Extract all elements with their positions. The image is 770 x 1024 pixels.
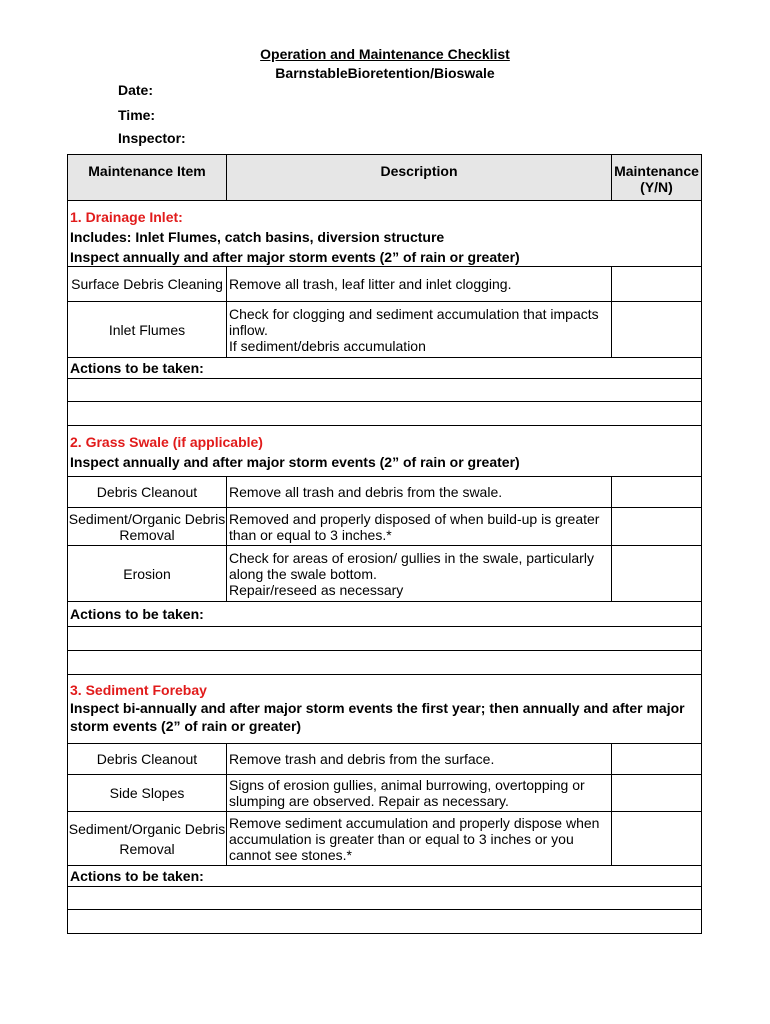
row-description-line: Check for clogging and sediment accumulation that impacts [229,305,599,322]
section-2-title: 2. Grass Swale (if applicable) [70,434,263,450]
section-1-heading [68,201,701,267]
row-item: Inlet Flumes [68,302,227,357]
actions-line[interactable] [68,379,701,402]
date-label: Date: [118,82,154,98]
row-description-line: Remove all trash, leaf litter and inlet clogging. [229,276,512,292]
row-description-line: cannot see stones.* [229,846,352,863]
row-description [227,775,612,811]
row-description-line: Signs of erosion gullies, animal burrowing, overtopping or [229,777,585,793]
actions-line[interactable] [68,627,701,651]
row-description-line: Removed and properly disposed of when build-up is greater [229,510,600,527]
time-label: Time: [118,107,156,123]
row-description [227,744,612,774]
actions-label: Actions to be taken: [68,602,701,627]
section-1-line-2: Inspect annually and after major storm events (2” of rain or greater) [70,249,520,265]
maintenance-yn-cell[interactable] [612,812,701,865]
inspector-label: Inspector: [118,130,186,146]
section-3-line-1: Inspect bi-annually and after major storm events the first year; then annually and after major [70,700,685,716]
table-row [68,812,701,866]
header-description-text: Description [380,163,458,179]
row-description-line: Remove all trash and debris from the swale. [229,484,503,500]
maintenance-yn-cell[interactable] [612,267,701,301]
table-row [68,744,701,775]
section-1-line-1: Includes: Inlet Flumes, catch basins, diversion structure [70,229,445,245]
row-description-line: Remove sediment accumulation and properly dispose when [229,814,600,831]
row-description-line: Repair/reseed as necessary [229,581,404,598]
header-maintenance-item: Maintenance Item [68,155,227,200]
row-item: Sediment/Organic Debris Removal [68,508,227,545]
row-item: Debris Cleanout [68,744,227,774]
row-item: Side Slopes [68,775,227,811]
maintenance-yn-cell[interactable] [612,744,701,774]
header-maintenance-line2: (Y/N) [640,179,673,195]
table-row [68,546,701,602]
section-3-heading [68,675,701,744]
row-description [227,302,612,357]
maintenance-yn-cell[interactable] [612,775,701,811]
actions-label: Actions to be taken: [68,866,701,887]
row-description [227,267,612,301]
row-description-line: than or equal to 3 inches.* [229,526,392,543]
row-item: Debris Cleanout [68,477,227,507]
table-row [68,775,701,812]
header-maintenance-yn [612,155,701,200]
table-row [68,267,701,302]
actions-label: Actions to be taken: [68,358,701,379]
row-description [227,546,612,601]
header-description [227,155,612,200]
row-item: Surface Debris Cleaning [68,267,227,301]
table-row [68,302,701,358]
row-description [227,508,612,545]
actions-line[interactable] [68,910,701,933]
row-item: Erosion [68,546,227,601]
section-1-title: 1. Drainage Inlet: [70,209,183,225]
table-row [68,477,701,508]
row-description-line: Remove trash and debris from the surface. [229,751,495,767]
table-header [68,155,701,201]
maintenance-yn-cell[interactable] [612,546,701,601]
table-row [68,508,701,546]
document-title: Operation and Maintenance Checklist [260,46,510,62]
actions-line[interactable] [68,651,701,675]
actions-line[interactable] [68,402,701,426]
row-item: Sediment/Organic Debris Removal [68,812,227,865]
section-2-heading [68,426,701,477]
checklist-table [67,154,702,934]
row-description-line: Check for areas of erosion/ gullies in the swale, particularly [229,549,594,566]
row-description-line: accumulation is greater than or equal to 3 inches or you [229,830,574,847]
section-2-line-1: Inspect annually and after major storm events (2” of rain or greater) [70,454,520,470]
maintenance-yn-cell[interactable] [612,302,701,357]
maintenance-yn-cell[interactable] [612,477,701,507]
document-subtitle: BarnstableBioretention/Bioswale [275,65,495,81]
maintenance-yn-cell[interactable] [612,508,701,545]
actions-line[interactable] [68,887,701,910]
row-description-line: slumping are observed. Repair as necessary. [229,793,509,809]
row-description [227,477,612,507]
header-maintenance-line1: Maintenance [614,163,699,179]
row-description-line: along the swale bottom. [229,565,377,582]
section-3-title: 3. Sediment Forebay [70,682,207,698]
row-description-line: inflow. [229,321,268,338]
section-3-line-2: storm events (2” of rain or greater) [70,718,302,734]
row-description-line: If sediment/debris accumulation [229,337,426,354]
row-description [227,812,612,865]
